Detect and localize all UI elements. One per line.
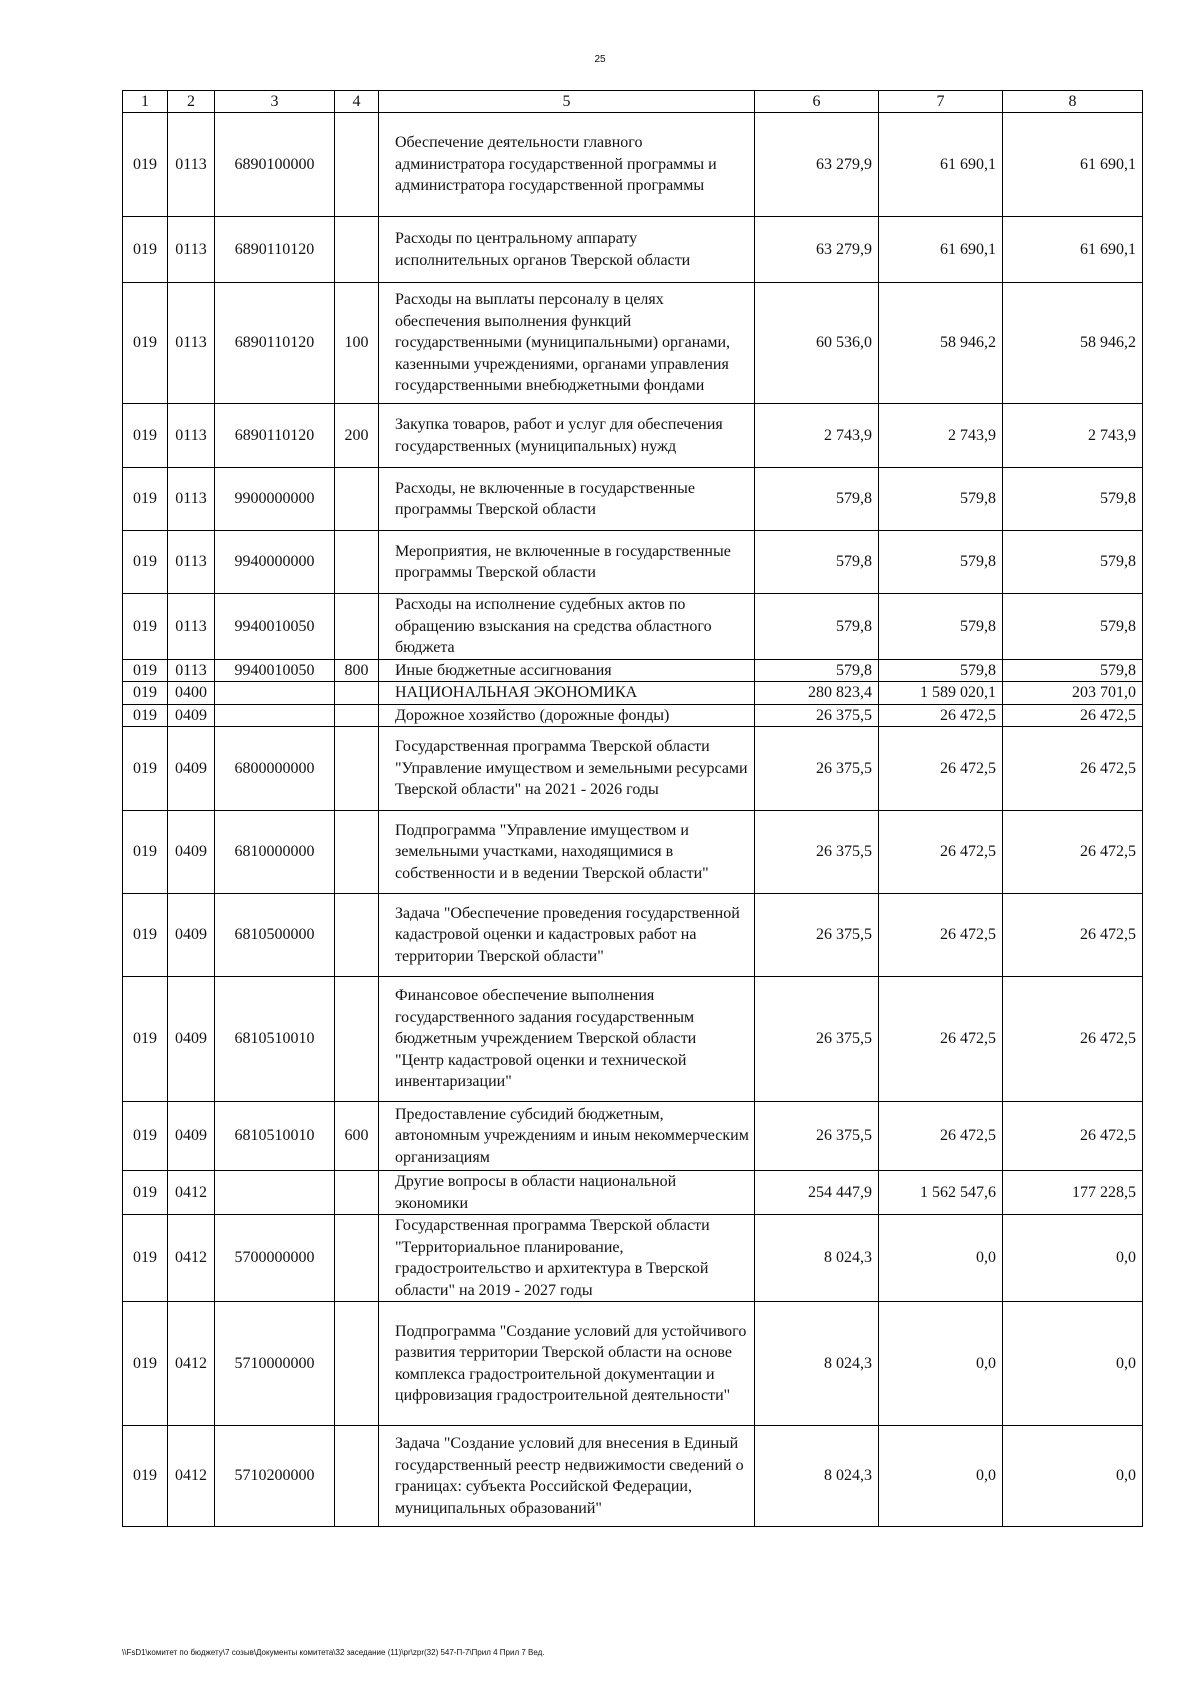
cell-amount-year-2: 26 472,5 (879, 811, 1003, 894)
cell-amount-year-1: 579,8 (755, 531, 879, 594)
cell-amount-year-2: 61 690,1 (879, 217, 1003, 283)
cell-name: Подпрограмма "Создание условий для устойчивого развития территории Тверской области на основе комплекса градостроительной документации и цифровизация градостроительной деятельности" (379, 1302, 755, 1426)
cell-razdel: 0412 (168, 1215, 215, 1302)
cell-target-article: 9940010050 (215, 594, 335, 660)
cell-expense-type (335, 1215, 379, 1302)
cell-name: Другие вопросы в области национальной экономики (379, 1171, 755, 1215)
cell-name: Расходы на исполнение судебных актов по обращению взыскания на средства областного бюджета (379, 594, 755, 660)
cell-razdel: 0409 (168, 704, 215, 727)
cell-amount-year-1: 579,8 (755, 468, 879, 531)
cell-target-article (215, 704, 335, 727)
cell-ved: 019 (123, 659, 168, 682)
cell-amount-year-1: 254 447,9 (755, 1171, 879, 1215)
cell-amount-year-3: 26 472,5 (1003, 704, 1143, 727)
cell-ved: 019 (123, 217, 168, 283)
cell-razdel: 0113 (168, 404, 215, 468)
cell-expense-type (335, 1426, 379, 1527)
cell-ved: 019 (123, 1102, 168, 1171)
table-row (123, 1215, 1143, 1302)
table-row (123, 1302, 1143, 1426)
table-row (123, 594, 1143, 660)
cell-amount-year-3: 177 228,5 (1003, 1171, 1143, 1215)
table-row (123, 811, 1143, 894)
cell-ved: 019 (123, 113, 168, 217)
cell-amount-year-1: 26 375,5 (755, 1102, 879, 1171)
cell-amount-year-1: 8 024,3 (755, 1302, 879, 1426)
cell-amount-year-3: 0,0 (1003, 1215, 1143, 1302)
cell-amount-year-2: 0,0 (879, 1426, 1003, 1527)
cell-expense-type (335, 727, 379, 811)
cell-amount-year-2: 2 743,9 (879, 404, 1003, 468)
cell-name: Финансовое обеспечение выполнения государственного задания государственным бюджетным учреждением Тверской области "Центр кадастровой оценки и технической инвентаризации" (379, 977, 755, 1102)
cell-amount-year-3: 26 472,5 (1003, 811, 1143, 894)
table-row (123, 1102, 1143, 1171)
cell-amount-year-3: 26 472,5 (1003, 977, 1143, 1102)
cell-target-article: 5710200000 (215, 1426, 335, 1527)
cell-target-article: 6890110120 (215, 283, 335, 404)
cell-expense-type (335, 1302, 379, 1426)
cell-ved: 019 (123, 1215, 168, 1302)
cell-target-article: 6800000000 (215, 727, 335, 811)
cell-target-article: 6810500000 (215, 894, 335, 977)
cell-target-article (215, 1171, 335, 1215)
cell-name: Мероприятия, не включенные в государственные программы Тверской области (379, 531, 755, 594)
cell-razdel: 0409 (168, 977, 215, 1102)
cell-razdel: 0113 (168, 217, 215, 283)
cell-ved: 019 (123, 1171, 168, 1215)
cell-expense-type: 800 (335, 659, 379, 682)
table-row (123, 404, 1143, 468)
cell-razdel: 0409 (168, 811, 215, 894)
cell-amount-year-1: 26 375,5 (755, 727, 879, 811)
cell-expense-type (335, 468, 379, 531)
cell-amount-year-2: 0,0 (879, 1215, 1003, 1302)
cell-target-article: 5700000000 (215, 1215, 335, 1302)
cell-ved: 019 (123, 811, 168, 894)
cell-target-article: 6810510010 (215, 1102, 335, 1171)
cell-expense-type (335, 682, 379, 705)
cell-ved: 019 (123, 682, 168, 705)
table-row (123, 1171, 1143, 1215)
cell-ved: 019 (123, 704, 168, 727)
cell-amount-year-1: 8 024,3 (755, 1215, 879, 1302)
cell-razdel: 0113 (168, 659, 215, 682)
cell-ved: 019 (123, 894, 168, 977)
cell-ved: 019 (123, 1426, 168, 1527)
cell-target-article: 9900000000 (215, 468, 335, 531)
header-cell-1: 1 (123, 91, 168, 113)
cell-name: Дорожное хозяйство (дорожные фонды) (379, 704, 755, 727)
cell-razdel: 0412 (168, 1426, 215, 1527)
cell-target-article: 9940010050 (215, 659, 335, 682)
cell-name: Иные бюджетные ассигнования (379, 659, 755, 682)
cell-ved: 019 (123, 283, 168, 404)
header-cell-6: 6 (755, 91, 879, 113)
cell-amount-year-3: 579,8 (1003, 468, 1143, 531)
cell-amount-year-1: 26 375,5 (755, 977, 879, 1102)
cell-razdel: 0409 (168, 1102, 215, 1171)
cell-amount-year-3: 26 472,5 (1003, 727, 1143, 811)
table-row (123, 704, 1143, 727)
cell-amount-year-2: 26 472,5 (879, 1102, 1003, 1171)
cell-amount-year-1: 26 375,5 (755, 811, 879, 894)
cell-ved: 019 (123, 1302, 168, 1426)
table-row (123, 468, 1143, 531)
cell-razdel: 0113 (168, 531, 215, 594)
cell-name: Закупка товаров, работ и услуг для обеспечения государственных (муниципальных) нужд (379, 404, 755, 468)
cell-amount-year-1: 579,8 (755, 594, 879, 660)
budget-table (122, 90, 1143, 1527)
cell-amount-year-3: 58 946,2 (1003, 283, 1143, 404)
cell-name: Задача "Обеспечение проведения государственной кадастровой оценки и кадастровых работ на территории Тверской области" (379, 894, 755, 977)
cell-name: Государственная программа Тверской области "Управление имуществом и земельными ресурсами Тверской области" на 2021 - 2026 годы (379, 727, 755, 811)
budget-table-body (123, 91, 1143, 1527)
cell-amount-year-1: 579,8 (755, 659, 879, 682)
cell-razdel: 0113 (168, 113, 215, 217)
cell-razdel: 0409 (168, 727, 215, 811)
cell-target-article: 6890110120 (215, 217, 335, 283)
cell-amount-year-2: 58 946,2 (879, 283, 1003, 404)
cell-expense-type (335, 704, 379, 727)
cell-amount-year-2: 579,8 (879, 468, 1003, 531)
cell-razdel: 0400 (168, 682, 215, 705)
cell-razdel: 0113 (168, 594, 215, 660)
cell-name: НАЦИОНАЛЬНАЯ ЭКОНОМИКА (379, 682, 755, 705)
cell-amount-year-3: 579,8 (1003, 594, 1143, 660)
cell-name: Расходы, не включенные в государственные программы Тверской области (379, 468, 755, 531)
cell-amount-year-2: 26 472,5 (879, 727, 1003, 811)
cell-amount-year-2: 26 472,5 (879, 894, 1003, 977)
cell-amount-year-3: 0,0 (1003, 1302, 1143, 1426)
table-row (123, 283, 1143, 404)
cell-razdel: 0412 (168, 1302, 215, 1426)
cell-ved: 019 (123, 594, 168, 660)
cell-ved: 019 (123, 531, 168, 594)
cell-amount-year-3: 26 472,5 (1003, 1102, 1143, 1171)
cell-amount-year-1: 63 279,9 (755, 113, 879, 217)
table-row (123, 531, 1143, 594)
cell-amount-year-3: 61 690,1 (1003, 217, 1143, 283)
cell-amount-year-1: 2 743,9 (755, 404, 879, 468)
header-cell-4: 4 (335, 91, 379, 113)
cell-amount-year-2: 579,8 (879, 659, 1003, 682)
cell-amount-year-2: 0,0 (879, 1302, 1003, 1426)
cell-amount-year-3: 579,8 (1003, 531, 1143, 594)
cell-expense-type (335, 531, 379, 594)
cell-ved: 019 (123, 727, 168, 811)
cell-amount-year-3: 61 690,1 (1003, 113, 1143, 217)
cell-target-article: 5710000000 (215, 1302, 335, 1426)
cell-target-article (215, 682, 335, 705)
cell-expense-type: 600 (335, 1102, 379, 1171)
cell-target-article: 6810000000 (215, 811, 335, 894)
cell-expense-type (335, 1171, 379, 1215)
cell-razdel: 0113 (168, 283, 215, 404)
file-path-footer: \\FsD1\комитет по бюджету\7 созыв\Документы комитета\32 заседание (11)\pr\zpr(32) 547-П-7\Прил 4 Прил 7 Вед. (122, 1648, 545, 1657)
header-cell-5: 5 (379, 91, 755, 113)
header-cell-3: 3 (215, 91, 335, 113)
cell-amount-year-2: 1 562 547,6 (879, 1171, 1003, 1215)
cell-amount-year-3: 2 743,9 (1003, 404, 1143, 468)
table-row (123, 113, 1143, 217)
header-cell-7: 7 (879, 91, 1003, 113)
cell-amount-year-2: 61 690,1 (879, 113, 1003, 217)
cell-expense-type (335, 894, 379, 977)
header-cell-8: 8 (1003, 91, 1143, 113)
header-cell-2: 2 (168, 91, 215, 113)
cell-amount-year-1: 26 375,5 (755, 894, 879, 977)
cell-expense-type (335, 113, 379, 217)
cell-target-article: 6890100000 (215, 113, 335, 217)
table-row (123, 217, 1143, 283)
page-number: 25 (594, 54, 606, 65)
cell-amount-year-1: 280 823,4 (755, 682, 879, 705)
cell-amount-year-2: 579,8 (879, 594, 1003, 660)
cell-amount-year-1: 26 375,5 (755, 704, 879, 727)
cell-target-article: 6890110120 (215, 404, 335, 468)
cell-amount-year-3: 0,0 (1003, 1426, 1143, 1527)
cell-amount-year-2: 579,8 (879, 531, 1003, 594)
cell-expense-type (335, 217, 379, 283)
table-row (123, 659, 1143, 682)
cell-ved: 019 (123, 977, 168, 1102)
cell-name: Предоставление субсидий бюджетным, автономным учреждениям и иным некоммерческим организациям (379, 1102, 755, 1171)
cell-amount-year-2: 1 589 020,1 (879, 682, 1003, 705)
table-row (123, 894, 1143, 977)
cell-name: Задача "Создание условий для внесения в Единый государственный реестр недвижимости сведений о границах: субъекта Российской Федерации, муниципальных образований" (379, 1426, 755, 1527)
cell-name: Расходы по центральному аппарату исполнительных органов Тверской области (379, 217, 755, 283)
cell-name: Государственная программа Тверской области "Территориальное планирование, градостроительство и архитектура в Тверской области" на 2019 - 2027 годы (379, 1215, 755, 1302)
table-row (123, 682, 1143, 705)
cell-amount-year-2: 26 472,5 (879, 977, 1003, 1102)
header-row (123, 91, 1143, 113)
table-row (123, 1426, 1143, 1527)
cell-razdel: 0412 (168, 1171, 215, 1215)
cell-amount-year-3: 26 472,5 (1003, 894, 1143, 977)
cell-expense-type: 200 (335, 404, 379, 468)
cell-amount-year-2: 26 472,5 (879, 704, 1003, 727)
cell-expense-type (335, 977, 379, 1102)
cell-ved: 019 (123, 404, 168, 468)
cell-target-article: 9940000000 (215, 531, 335, 594)
cell-amount-year-1: 60 536,0 (755, 283, 879, 404)
cell-razdel: 0409 (168, 894, 215, 977)
cell-target-article: 6810510010 (215, 977, 335, 1102)
cell-expense-type: 100 (335, 283, 379, 404)
table-row (123, 977, 1143, 1102)
cell-amount-year-3: 579,8 (1003, 659, 1143, 682)
cell-name: Расходы на выплаты персоналу в целях обеспечения выполнения функций государственными (муниципальными) органами, казенными учреждениями, органами управления государственными внебюджетными фондами (379, 283, 755, 404)
cell-ved: 019 (123, 468, 168, 531)
table-row (123, 727, 1143, 811)
cell-amount-year-3: 203 701,0 (1003, 682, 1143, 705)
cell-name: Обеспечение деятельности главного администратора государственной программы и администратора государственной программы (379, 113, 755, 217)
cell-name: Подпрограмма "Управление имуществом и земельными участками, находящимися в собственности и в ведении Тверской области" (379, 811, 755, 894)
cell-amount-year-1: 63 279,9 (755, 217, 879, 283)
cell-amount-year-1: 8 024,3 (755, 1426, 879, 1527)
cell-razdel: 0113 (168, 468, 215, 531)
cell-expense-type (335, 811, 379, 894)
cell-expense-type (335, 594, 379, 660)
